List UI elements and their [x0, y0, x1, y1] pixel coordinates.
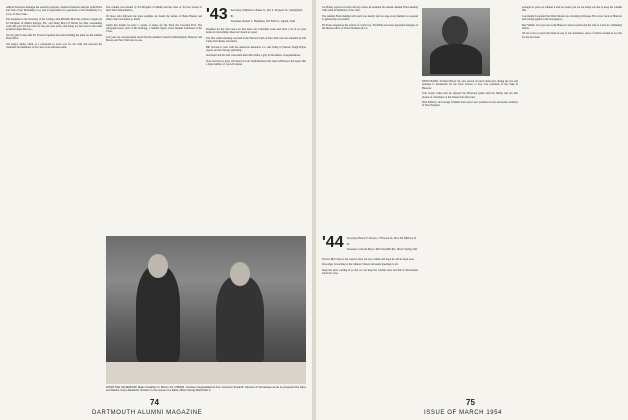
paragraph: Again this month we have a couple of issues for the 'Roof the Crowded Frat'. The paragraph below tells of Mr. Kellogg, a familiar figure at the Alumni Luncheon of the Class.: [106, 23, 202, 34]
paragraph: We are sorry to report the death of one of our classmates, news of which reached us too late for the last issue.: [522, 32, 622, 39]
portrait-body: [430, 44, 482, 74]
figure-right: [216, 276, 264, 364]
paragraph: We are glad to hear that Dr. Everett Lippman has been building his plant for the Alumni Fund office.: [6, 33, 102, 41]
paragraph: The first winter meeting was held at the Harvard Club of New York and was attended by Jim Clark, Pete Ryder and others.: [206, 36, 306, 44]
class-secretary: Secretary, William G. Baker Jr., 261 S. Prospect St., Springfield, Ill.: [230, 9, 303, 18]
figure-left: [136, 266, 180, 362]
portrait-head: [442, 16, 468, 46]
paragraph: Your secretary is busy with plans for our Tenth Reunion this June in Hanover and hopes that a large number of you will attend.: [206, 59, 306, 67]
left-page: [0, 0, 312, 420]
paragraph: The column was headed by Ed McQuire of Miami and the class of '42 now boasts of their fund achievements...: [106, 6, 202, 13]
class-header-43: [206, 8, 306, 25]
paragraph: We lost Bill Clark to the reserves after our last column and hope he will be back soon.: [322, 258, 415, 261]
class-year: '43: [206, 6, 228, 23]
page-number: 75: [466, 398, 475, 407]
right-col-1b: [322, 258, 418, 394]
portrait-photo: [422, 8, 490, 76]
governor-photo: [106, 236, 306, 384]
page-number: 74: [150, 398, 159, 407]
desk: [106, 362, 306, 384]
class-secretary: Secretary, Henry E. Brown, 178 Great St., Box 48, Milford, N. H.: [346, 237, 417, 246]
paragraph: Bob Smith's two boys are in the Hanover school system and his wife is active in community affairs.: [522, 23, 622, 31]
paragraph: The Alumni Fund mailing will reach you shortly and we urge every member to respond as generously as possible.: [322, 14, 418, 22]
right-col-1: [322, 6, 418, 228]
photo-caption: FROM THE GOVERNOR: Major Jonathan D. Brown '43, USMCR, receives congratulations from Governor Frank B. Clement of Tennessee as he is presented the Navy and Marine Corps Medal for heroism in the rescue of a fellow officer during World War II.: [106, 386, 306, 393]
paragraph: arranged to press on without it and we assure you we are doing our best to keep the column full.: [522, 6, 622, 13]
right-page: [316, 0, 628, 420]
paragraph: Tom Green writes that he enjoyed the Princeton game with his family and ran into dozens of classmates at the Nassau Inn afterward.: [422, 92, 518, 99]
left-col-1: [6, 6, 102, 396]
paragraph: Joe Bailey reports in from Chicago where he attended the annual Alumni Fund meeting with some 40 members of the class.: [322, 6, 418, 13]
face-right: [230, 262, 250, 286]
paragraph: Bill Stevens is now with the American Insurance Co. and living in Weston. Hugh Hayes reports on the Chicago gathering.: [206, 45, 306, 53]
paragraph: Jack Kent and his wife welcomed their third child, a girl, in December. Congratulations.: [206, 54, 301, 58]
paragraph: The happy dinner affair at a restaurant in town was for the 25th and honored the chairmen and members of the class as an unbeaten team.: [6, 42, 102, 50]
class-treasurer: Treasurer, Robert L. Hamilton, 505 Fish St., Ogden, Utah: [230, 20, 296, 24]
paragraph: Ed Stone announces the arrival of a baby boy. Fred Hale has been appointed manager of the Boston office of Wood Struthers & Co.: [322, 23, 418, 31]
class-treasurer: Treasurer, Lincoln Moor, 466 Churchill Rd., Silver Spring, Md.: [346, 248, 418, 252]
paragraph: Of those who followed the great example are found the names of Hank Bruster and others who took home so much.: [106, 14, 202, 22]
left-col-2: [106, 6, 202, 234]
paragraph: Last month I reported that Dick Moran was traveling in Europe. He is now back in Hanover and writing again for the newspapers.: [522, 14, 622, 22]
class-year: '44: [322, 234, 344, 251]
paragraph: The Assistant to the Secretary of the College, Dan Mitchell McCann, writes to single out Ed McQuire of Miami Springs, Fla., and Doug Boyd of Dallas for their outstanding work this year. Ed has been for the past four years, and Doug too has been in the same position longer than we...: [6, 18, 102, 32]
paragraph: Allison Sansel he manages the research program, conducts financial analysis (with Buck and Tom of the Doubleday Co.) and is responsible for operations at the Doubleday Co. Corp. of New York...: [6, 6, 102, 16]
class-header-44: [322, 236, 418, 253]
right-col-3: [522, 6, 622, 394]
paragraph: Don Alger is teaching at the Gilmore School and sends greetings to all.: [322, 263, 399, 267]
paragraph: NEWS BANK. Norman Blood '44, who served on naval destroyers during the war and returned to Dartmouth for the Tuck School, is now vice president of the bank in Hanover.: [422, 80, 518, 90]
paragraph: Deadline for the class news for this issue was Christmas week and since a lot of us were home for the holidays there isn't much to report.: [206, 28, 306, 35]
paragraph: Dick Mallory and George Schmidt both report new positions in the electronics industry in New England.: [422, 101, 518, 108]
face-left: [148, 254, 168, 278]
left-col-3: [206, 28, 306, 233]
page-footer: DARTMOUTH ALUMNI MAGAZINE: [92, 410, 203, 416]
page-footer: ISSUE OF MARCH 1954: [424, 410, 503, 416]
right-col-2: [422, 80, 518, 392]
paragraph: Keep the news coming in so that we can keep the column alive and full of information about the class.: [322, 268, 418, 276]
paragraph: Last year our correspondent noted that the Alumni Council in Philadelphia, Hanover and Boston and New York met as one.: [106, 35, 202, 43]
